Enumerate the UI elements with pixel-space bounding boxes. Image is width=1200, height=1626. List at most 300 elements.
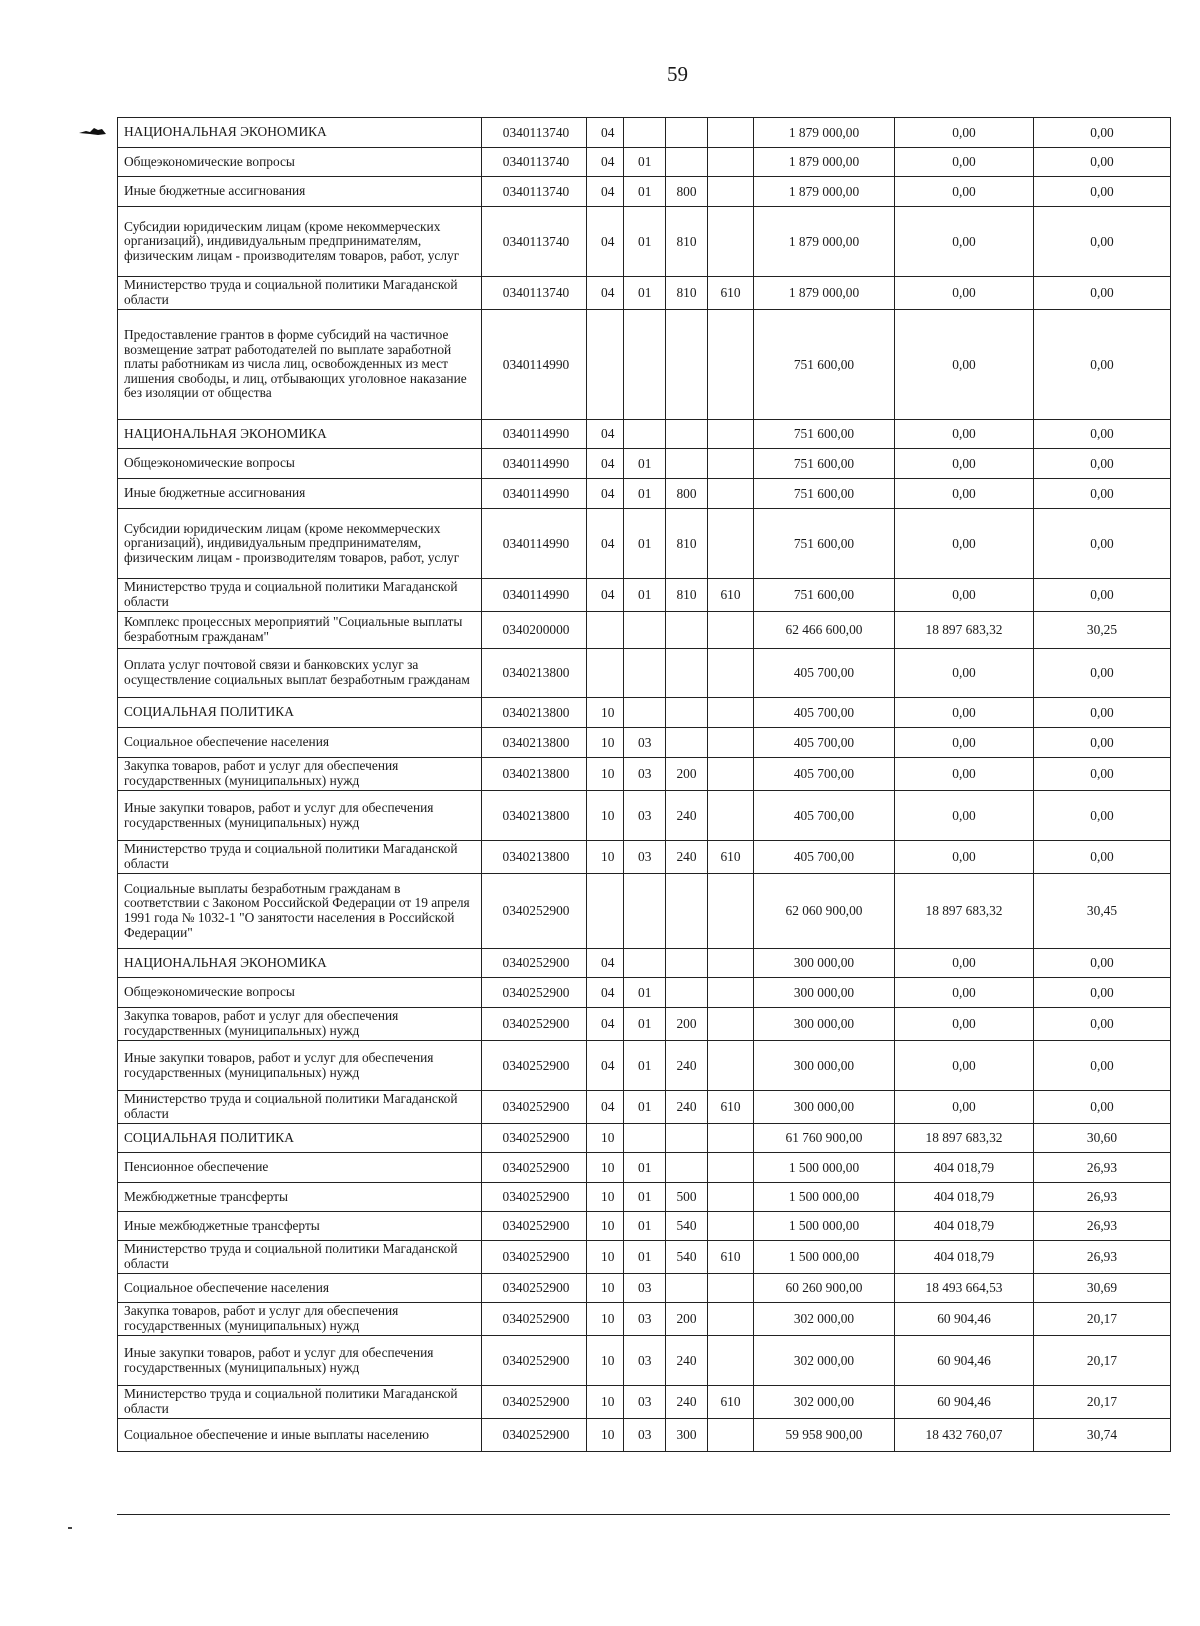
- cell-admin-code: [708, 949, 754, 978]
- cell-expense-type: 240: [666, 1336, 708, 1386]
- cell-subsection: 01: [624, 978, 666, 1008]
- cell-name: Оплата услуг почтовой связи и банковских услуг за осуществление социальных выплат безработным гражданам: [118, 649, 482, 698]
- cell-admin-code: [708, 728, 754, 758]
- cell-subsection: 03: [624, 1419, 666, 1452]
- cell-subsection: 01: [624, 148, 666, 177]
- cell-execution-percent: 0,00: [1034, 949, 1171, 978]
- cell-admin-code: [708, 698, 754, 728]
- cell-admin-code: 610: [708, 1091, 754, 1124]
- cell-executed-amount: 0,00: [895, 1091, 1034, 1124]
- cell-target-code: 0340252900: [482, 874, 587, 949]
- cell-target-code: 0340113740: [482, 177, 587, 207]
- cell-planned-amount: 405 700,00: [754, 791, 895, 841]
- cell-section: 10: [587, 1386, 624, 1419]
- cell-admin-code: [708, 758, 754, 791]
- cell-expense-type: [666, 1124, 708, 1153]
- table-row: [118, 1008, 1171, 1041]
- cell-expense-type: 540: [666, 1212, 708, 1241]
- cell-expense-type: [666, 698, 708, 728]
- cell-target-code: 0340213800: [482, 841, 587, 874]
- cell-expense-type: [666, 118, 708, 148]
- cell-section: 04: [587, 479, 624, 509]
- table-row: [118, 949, 1171, 978]
- cell-subsection: 03: [624, 728, 666, 758]
- cell-subsection: 01: [624, 1153, 666, 1183]
- cell-execution-percent: 0,00: [1034, 579, 1171, 612]
- cell-planned-amount: 405 700,00: [754, 841, 895, 874]
- cell-planned-amount: 62 060 900,00: [754, 874, 895, 949]
- cell-admin-code: [708, 177, 754, 207]
- cell-name: Общеэкономические вопросы: [118, 148, 482, 177]
- cell-planned-amount: 300 000,00: [754, 1041, 895, 1091]
- cell-planned-amount: 300 000,00: [754, 978, 895, 1008]
- cell-expense-type: 810: [666, 207, 708, 277]
- cell-subsection: 01: [624, 277, 666, 310]
- cell-target-code: 0340114990: [482, 479, 587, 509]
- table-row: [118, 1419, 1171, 1452]
- cell-expense-type: 800: [666, 479, 708, 509]
- cell-name: Министерство труда и социальной политики Магаданской области: [118, 277, 482, 310]
- cell-name: Социальное обеспечение и иные выплаты населению: [118, 1419, 482, 1452]
- cell-admin-code: [708, 612, 754, 649]
- cell-executed-amount: 0,00: [895, 1041, 1034, 1091]
- cell-name: СОЦИАЛЬНАЯ ПОЛИТИКА: [118, 698, 482, 728]
- cell-section: 04: [587, 420, 624, 449]
- cell-expense-type: [666, 1274, 708, 1303]
- table-row: [118, 791, 1171, 841]
- cell-planned-amount: 300 000,00: [754, 1008, 895, 1041]
- table-row: [118, 728, 1171, 758]
- cell-planned-amount: 302 000,00: [754, 1336, 895, 1386]
- cell-subsection: [624, 612, 666, 649]
- cell-expense-type: [666, 649, 708, 698]
- cell-section: 04: [587, 509, 624, 579]
- cell-section: [587, 612, 624, 649]
- cell-admin-code: 610: [708, 277, 754, 310]
- cell-planned-amount: 751 600,00: [754, 479, 895, 509]
- cell-target-code: 0340113740: [482, 118, 587, 148]
- cell-subsection: 01: [624, 509, 666, 579]
- cell-subsection: 03: [624, 1386, 666, 1419]
- table-row: [118, 1153, 1171, 1183]
- cell-execution-percent: 0,00: [1034, 728, 1171, 758]
- cell-section: 04: [587, 1041, 624, 1091]
- cell-admin-code: [708, 1419, 754, 1452]
- cell-planned-amount: 405 700,00: [754, 698, 895, 728]
- cell-subsection: 01: [624, 449, 666, 479]
- cell-target-code: 0340213800: [482, 791, 587, 841]
- cell-target-code: 0340114990: [482, 509, 587, 579]
- cell-expense-type: 810: [666, 509, 708, 579]
- cell-section: 10: [587, 1153, 624, 1183]
- cell-admin-code: [708, 449, 754, 479]
- cell-admin-code: 610: [708, 1241, 754, 1274]
- cell-subsection: 03: [624, 1336, 666, 1386]
- cell-name: Министерство труда и социальной политики Магаданской области: [118, 1386, 482, 1419]
- cell-executed-amount: 60 904,46: [895, 1386, 1034, 1419]
- cell-name: Общеэкономические вопросы: [118, 978, 482, 1008]
- cell-planned-amount: 405 700,00: [754, 728, 895, 758]
- cell-name: НАЦИОНАЛЬНАЯ ЭКОНОМИКА: [118, 420, 482, 449]
- cell-section: 10: [587, 698, 624, 728]
- cell-section: 10: [587, 1303, 624, 1336]
- cell-executed-amount: 0,00: [895, 949, 1034, 978]
- cell-planned-amount: 751 600,00: [754, 310, 895, 420]
- cell-executed-amount: 0,00: [895, 449, 1034, 479]
- cell-section: 04: [587, 277, 624, 310]
- table-row: [118, 649, 1171, 698]
- cell-executed-amount: 0,00: [895, 728, 1034, 758]
- cell-target-code: 0340114990: [482, 579, 587, 612]
- cell-name: Закупка товаров, работ и услуг для обеспечения государственных (муниципальных) нужд: [118, 1008, 482, 1041]
- cell-name: Министерство труда и социальной политики Магаданской области: [118, 579, 482, 612]
- cell-executed-amount: 404 018,79: [895, 1153, 1034, 1183]
- cell-expense-type: [666, 978, 708, 1008]
- cell-admin-code: [708, 420, 754, 449]
- cell-name: Общеэкономические вопросы: [118, 449, 482, 479]
- cell-admin-code: [708, 118, 754, 148]
- cell-execution-percent: 20,17: [1034, 1336, 1171, 1386]
- cell-execution-percent: 0,00: [1034, 791, 1171, 841]
- cell-section: 10: [587, 728, 624, 758]
- cell-execution-percent: 30,25: [1034, 612, 1171, 649]
- cell-executed-amount: 0,00: [895, 649, 1034, 698]
- cell-planned-amount: 60 260 900,00: [754, 1274, 895, 1303]
- cell-section: 04: [587, 949, 624, 978]
- cell-planned-amount: 59 958 900,00: [754, 1419, 895, 1452]
- cell-section: 04: [587, 978, 624, 1008]
- table-row: [118, 479, 1171, 509]
- cell-subsection: 01: [624, 1041, 666, 1091]
- cell-name: Межбюджетные трансферты: [118, 1183, 482, 1212]
- cell-target-code: 0340252900: [482, 1274, 587, 1303]
- cell-planned-amount: 61 760 900,00: [754, 1124, 895, 1153]
- cell-target-code: 0340252900: [482, 1008, 587, 1041]
- cell-subsection: [624, 649, 666, 698]
- cell-expense-type: 300: [666, 1419, 708, 1452]
- cell-section: 04: [587, 579, 624, 612]
- cell-planned-amount: 1 879 000,00: [754, 148, 895, 177]
- cell-expense-type: 240: [666, 841, 708, 874]
- cell-section: 10: [587, 1183, 624, 1212]
- cell-subsection: [624, 874, 666, 949]
- table-row: [118, 978, 1171, 1008]
- cell-target-code: 0340114990: [482, 449, 587, 479]
- cell-target-code: 0340114990: [482, 310, 587, 420]
- cell-executed-amount: 0,00: [895, 978, 1034, 1008]
- cell-name: Иные закупки товаров, работ и услуг для обеспечения государственных (муниципальных) нужд: [118, 1336, 482, 1386]
- cell-subsection: 03: [624, 791, 666, 841]
- cell-executed-amount: 0,00: [895, 579, 1034, 612]
- table-row: [118, 420, 1171, 449]
- cell-execution-percent: 0,00: [1034, 177, 1171, 207]
- cell-executed-amount: 0,00: [895, 698, 1034, 728]
- cell-executed-amount: 0,00: [895, 758, 1034, 791]
- cell-expense-type: 240: [666, 1041, 708, 1091]
- cell-planned-amount: 62 466 600,00: [754, 612, 895, 649]
- cell-expense-type: 200: [666, 1008, 708, 1041]
- cell-executed-amount: 0,00: [895, 277, 1034, 310]
- cell-target-code: 0340113740: [482, 277, 587, 310]
- cell-execution-percent: 0,00: [1034, 841, 1171, 874]
- cell-subsection: 01: [624, 1183, 666, 1212]
- cell-expense-type: [666, 449, 708, 479]
- cell-section: 10: [587, 1124, 624, 1153]
- table-bottom-rule: [117, 1514, 1170, 1515]
- cell-target-code: 0340252900: [482, 1303, 587, 1336]
- cell-execution-percent: 0,00: [1034, 207, 1171, 277]
- cell-execution-percent: 20,17: [1034, 1386, 1171, 1419]
- cell-name: Иные закупки товаров, работ и услуг для обеспечения государственных (муниципальных) нужд: [118, 1041, 482, 1091]
- cell-subsection: 01: [624, 177, 666, 207]
- cell-admin-code: [708, 1124, 754, 1153]
- cell-execution-percent: 0,00: [1034, 479, 1171, 509]
- cell-expense-type: 240: [666, 1091, 708, 1124]
- cell-admin-code: [708, 1336, 754, 1386]
- table-row: [118, 758, 1171, 791]
- cell-section: [587, 649, 624, 698]
- cell-executed-amount: 18 897 683,32: [895, 1124, 1034, 1153]
- cell-name: Субсидии юридическим лицам (кроме некоммерческих организаций), индивидуальным предпринимателям, физическим лицам - производителям товаров, работ, услуг: [118, 509, 482, 579]
- cell-planned-amount: 1 500 000,00: [754, 1183, 895, 1212]
- cell-execution-percent: 0,00: [1034, 649, 1171, 698]
- table-row: [118, 509, 1171, 579]
- cell-expense-type: 810: [666, 579, 708, 612]
- cell-executed-amount: 18 432 760,07: [895, 1419, 1034, 1452]
- cell-admin-code: [708, 310, 754, 420]
- cell-admin-code: [708, 1041, 754, 1091]
- cell-subsection: 01: [624, 479, 666, 509]
- cell-subsection: [624, 118, 666, 148]
- cell-subsection: 03: [624, 758, 666, 791]
- cell-section: [587, 310, 624, 420]
- cell-section: 04: [587, 177, 624, 207]
- cell-target-code: 0340200000: [482, 612, 587, 649]
- cell-subsection: [624, 1124, 666, 1153]
- cell-target-code: 0340213800: [482, 758, 587, 791]
- cell-execution-percent: 0,00: [1034, 509, 1171, 579]
- cell-expense-type: 240: [666, 791, 708, 841]
- cell-executed-amount: 18 493 664,53: [895, 1274, 1034, 1303]
- cell-execution-percent: 30,60: [1034, 1124, 1171, 1153]
- cell-executed-amount: 404 018,79: [895, 1241, 1034, 1274]
- cell-expense-type: 540: [666, 1241, 708, 1274]
- cell-section: 10: [587, 1241, 624, 1274]
- cell-name: Закупка товаров, работ и услуг для обеспечения государственных (муниципальных) нужд: [118, 1303, 482, 1336]
- cell-section: 04: [587, 148, 624, 177]
- cell-subsection: 03: [624, 1274, 666, 1303]
- cell-admin-code: [708, 649, 754, 698]
- cell-planned-amount: 300 000,00: [754, 1091, 895, 1124]
- cell-target-code: 0340252900: [482, 1212, 587, 1241]
- table-row: [118, 1124, 1171, 1153]
- cell-target-code: 0340252900: [482, 949, 587, 978]
- cell-name: Иные закупки товаров, работ и услуг для обеспечения государственных (муниципальных) нужд: [118, 791, 482, 841]
- table-row: [118, 874, 1171, 949]
- cell-subsection: [624, 420, 666, 449]
- cell-subsection: 01: [624, 1008, 666, 1041]
- cell-admin-code: [708, 1008, 754, 1041]
- cell-executed-amount: 60 904,46: [895, 1303, 1034, 1336]
- table-row: [118, 1336, 1171, 1386]
- cell-execution-percent: 26,93: [1034, 1153, 1171, 1183]
- cell-expense-type: 200: [666, 758, 708, 791]
- cell-subsection: 01: [624, 207, 666, 277]
- cell-name: Социальные выплаты безработным гражданам в соответствии с Законом Российской Федерации от 19 апреля 1991 года № 1032-1 "О занятости населения в Российской Федерации": [118, 874, 482, 949]
- table-row: [118, 207, 1171, 277]
- cell-expense-type: 810: [666, 277, 708, 310]
- cell-executed-amount: 0,00: [895, 310, 1034, 420]
- cell-expense-type: [666, 728, 708, 758]
- cell-executed-amount: 0,00: [895, 479, 1034, 509]
- cell-expense-type: 800: [666, 177, 708, 207]
- table-body: [118, 118, 1171, 1452]
- cell-execution-percent: 0,00: [1034, 449, 1171, 479]
- cell-subsection: 01: [624, 1091, 666, 1124]
- table-row: [118, 277, 1171, 310]
- cell-expense-type: [666, 949, 708, 978]
- table-row: [118, 1041, 1171, 1091]
- cell-section: 04: [587, 207, 624, 277]
- cell-subsection: [624, 698, 666, 728]
- cell-admin-code: [708, 978, 754, 1008]
- table-row: [118, 310, 1171, 420]
- table-row: [118, 841, 1171, 874]
- cell-target-code: 0340213800: [482, 649, 587, 698]
- table-row: [118, 148, 1171, 177]
- cell-executed-amount: 18 897 683,32: [895, 612, 1034, 649]
- cell-executed-amount: 0,00: [895, 841, 1034, 874]
- cell-execution-percent: 30,74: [1034, 1419, 1171, 1452]
- cell-expense-type: [666, 612, 708, 649]
- cell-subsection: [624, 949, 666, 978]
- cell-target-code: 0340252900: [482, 1041, 587, 1091]
- cell-admin-code: [708, 1183, 754, 1212]
- cell-admin-code: [708, 874, 754, 949]
- cell-section: [587, 874, 624, 949]
- cell-execution-percent: 0,00: [1034, 1008, 1171, 1041]
- table-row: [118, 579, 1171, 612]
- cell-planned-amount: 1 500 000,00: [754, 1241, 895, 1274]
- cell-execution-percent: 0,00: [1034, 148, 1171, 177]
- cell-section: 10: [587, 791, 624, 841]
- cell-name: Иные бюджетные ассигнования: [118, 479, 482, 509]
- cell-name: Комплекс процессных мероприятий "Социальные выплаты безработным гражданам": [118, 612, 482, 649]
- cell-name: СОЦИАЛЬНАЯ ПОЛИТИКА: [118, 1124, 482, 1153]
- cell-expense-type: 200: [666, 1303, 708, 1336]
- cell-expense-type: [666, 874, 708, 949]
- cell-subsection: 03: [624, 841, 666, 874]
- cell-execution-percent: 0,00: [1034, 978, 1171, 1008]
- cell-name: Иные бюджетные ассигнования: [118, 177, 482, 207]
- table-row: [118, 1303, 1171, 1336]
- cell-execution-percent: 0,00: [1034, 698, 1171, 728]
- cell-name: Иные межбюджетные трансферты: [118, 1212, 482, 1241]
- cell-execution-percent: 0,00: [1034, 758, 1171, 791]
- cell-target-code: 0340252900: [482, 1091, 587, 1124]
- cell-admin-code: [708, 148, 754, 177]
- cell-planned-amount: 751 600,00: [754, 420, 895, 449]
- cell-section: 04: [587, 118, 624, 148]
- table-row: [118, 1241, 1171, 1274]
- cell-target-code: 0340252900: [482, 1419, 587, 1452]
- cell-name: НАЦИОНАЛЬНАЯ ЭКОНОМИКА: [118, 949, 482, 978]
- cell-expense-type: 500: [666, 1183, 708, 1212]
- cell-planned-amount: 1 879 000,00: [754, 207, 895, 277]
- cell-name: Предоставление грантов в форме субсидий на частичное возмещение затрат работодателей по выплате заработной платы работникам из числа лиц, освобожденных из мест лишения свободы, и лиц, отбывающих уголовное наказание без изоляции от общества: [118, 310, 482, 420]
- cell-executed-amount: 0,00: [895, 177, 1034, 207]
- cell-section: 10: [587, 1212, 624, 1241]
- scan-speck: [68, 1527, 72, 1529]
- cell-planned-amount: 405 700,00: [754, 758, 895, 791]
- cell-section: 10: [587, 841, 624, 874]
- cell-admin-code: 610: [708, 579, 754, 612]
- cell-admin-code: [708, 479, 754, 509]
- table-row: [118, 1183, 1171, 1212]
- cell-admin-code: [708, 1303, 754, 1336]
- cell-name: Закупка товаров, работ и услуг для обеспечения государственных (муниципальных) нужд: [118, 758, 482, 791]
- table-row: [118, 612, 1171, 649]
- cell-admin-code: [708, 1212, 754, 1241]
- cell-admin-code: [708, 1274, 754, 1303]
- cell-subsection: 01: [624, 1212, 666, 1241]
- cell-section: 04: [587, 1008, 624, 1041]
- cell-execution-percent: 30,45: [1034, 874, 1171, 949]
- table-row: [118, 1274, 1171, 1303]
- cell-target-code: 0340252900: [482, 978, 587, 1008]
- cell-executed-amount: 60 904,46: [895, 1336, 1034, 1386]
- cell-subsection: [624, 310, 666, 420]
- table-row: [118, 118, 1171, 148]
- cell-target-code: 0340113740: [482, 148, 587, 177]
- cell-execution-percent: 0,00: [1034, 420, 1171, 449]
- cell-subsection: 01: [624, 579, 666, 612]
- cell-executed-amount: 0,00: [895, 118, 1034, 148]
- cell-executed-amount: 404 018,79: [895, 1183, 1034, 1212]
- cell-admin-code: [708, 791, 754, 841]
- cell-target-code: 0340114990: [482, 420, 587, 449]
- cell-admin-code: 610: [708, 841, 754, 874]
- cell-name: Министерство труда и социальной политики Магаданской области: [118, 1241, 482, 1274]
- cell-executed-amount: 0,00: [895, 148, 1034, 177]
- cell-planned-amount: 300 000,00: [754, 949, 895, 978]
- cell-target-code: 0340213800: [482, 698, 587, 728]
- cell-subsection: 03: [624, 1303, 666, 1336]
- cell-admin-code: [708, 1153, 754, 1183]
- table-row: [118, 698, 1171, 728]
- cell-execution-percent: 0,00: [1034, 1091, 1171, 1124]
- cell-executed-amount: 0,00: [895, 1008, 1034, 1041]
- cell-section: 10: [587, 758, 624, 791]
- cell-planned-amount: 1 500 000,00: [754, 1212, 895, 1241]
- cell-execution-percent: 30,69: [1034, 1274, 1171, 1303]
- cell-execution-percent: 26,93: [1034, 1241, 1171, 1274]
- cell-execution-percent: 0,00: [1034, 118, 1171, 148]
- cell-execution-percent: 26,93: [1034, 1212, 1171, 1241]
- cell-planned-amount: 405 700,00: [754, 649, 895, 698]
- cell-planned-amount: 751 600,00: [754, 509, 895, 579]
- cell-execution-percent: 0,00: [1034, 1041, 1171, 1091]
- cell-planned-amount: 751 600,00: [754, 579, 895, 612]
- cell-target-code: 0340252900: [482, 1153, 587, 1183]
- cell-subsection: 01: [624, 1241, 666, 1274]
- cell-admin-code: 610: [708, 1386, 754, 1419]
- cell-executed-amount: 18 897 683,32: [895, 874, 1034, 949]
- cell-executed-amount: 0,00: [895, 420, 1034, 449]
- cell-expense-type: 240: [666, 1386, 708, 1419]
- cell-section: 04: [587, 1091, 624, 1124]
- cell-expense-type: [666, 420, 708, 449]
